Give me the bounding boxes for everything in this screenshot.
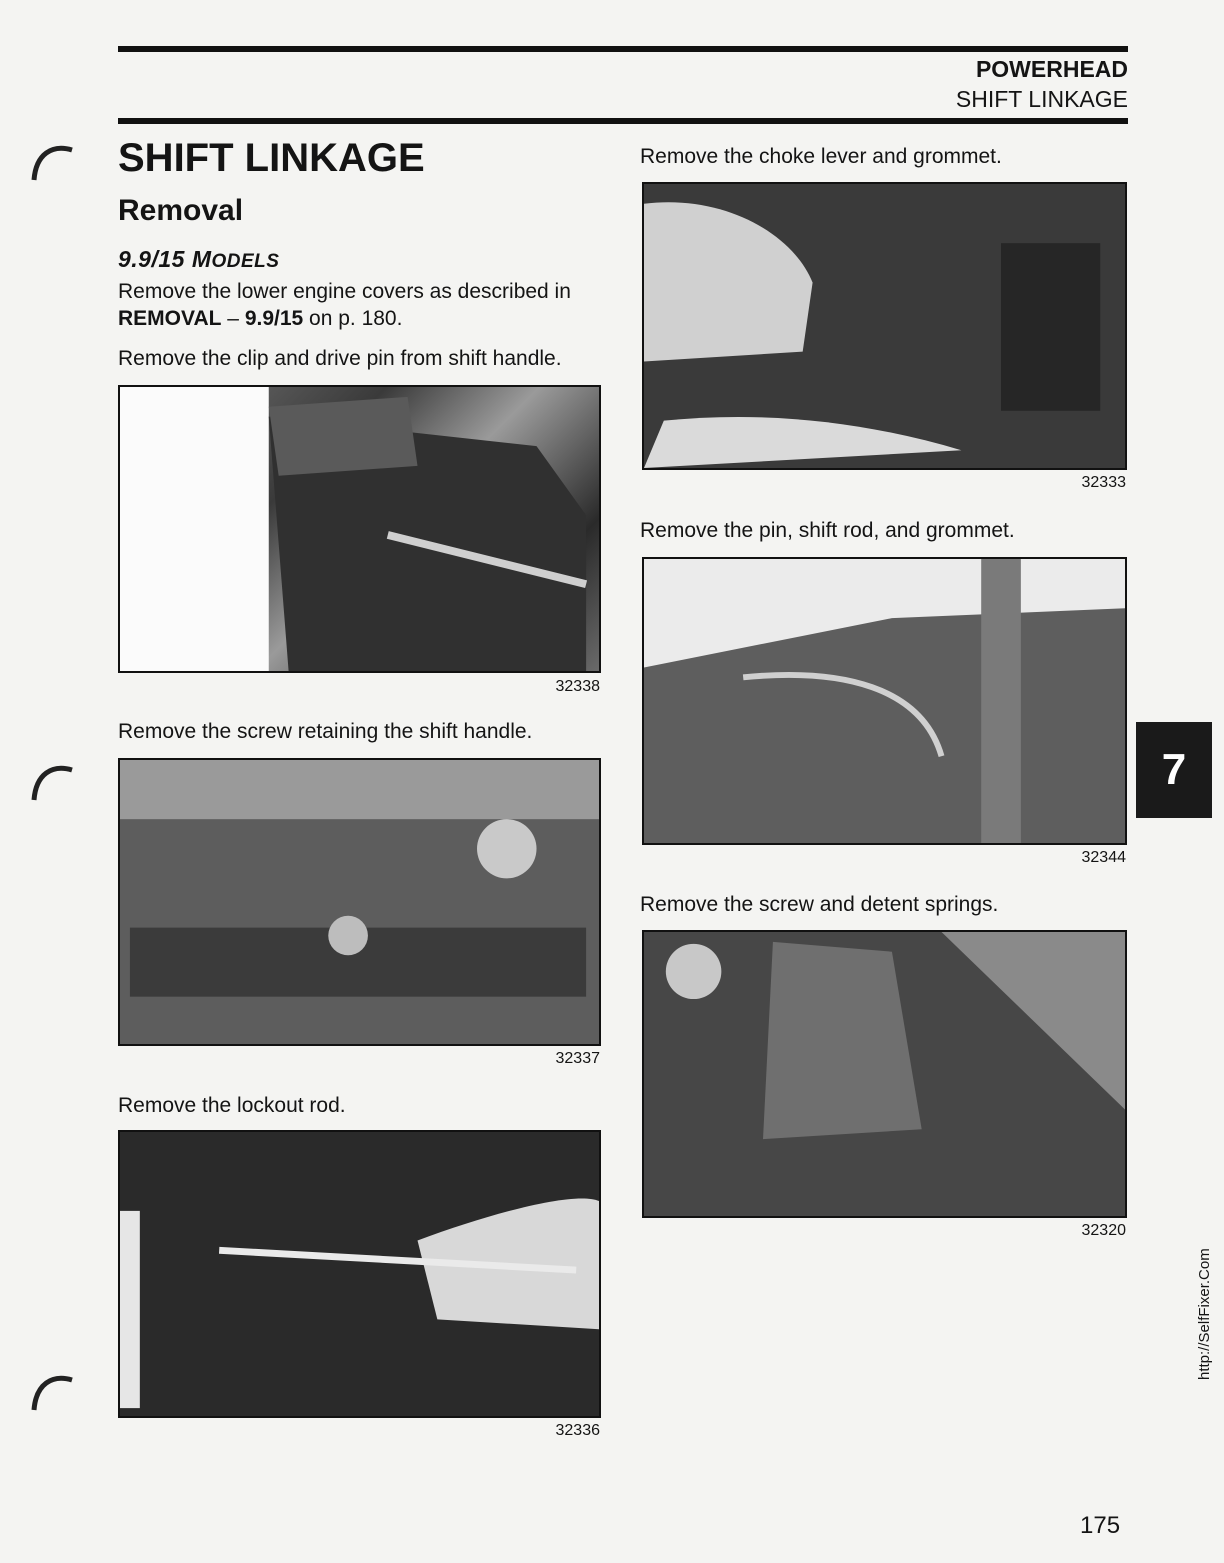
step-caption-1: Remove the clip and drive pin from shift handle. bbox=[118, 347, 562, 370]
page-title: SHIFT LINKAGE bbox=[118, 136, 425, 180]
figure-number-32337: 32337 bbox=[555, 1050, 600, 1067]
step-caption-5: Remove the pin, shift rod, and grommet. bbox=[640, 519, 1015, 542]
figure-number-32320: 32320 bbox=[1081, 1222, 1126, 1239]
figure-photo-32338 bbox=[118, 385, 601, 673]
figure-photo-32320 bbox=[642, 930, 1127, 1218]
header-rule-bottom bbox=[118, 118, 1128, 124]
step-caption-2: Remove the screw retaining the shift handle. bbox=[118, 720, 533, 743]
section-heading: Removal bbox=[118, 194, 244, 227]
binder-hole-mark-1 bbox=[22, 140, 78, 196]
figure-number-32333: 32333 bbox=[1081, 474, 1126, 491]
figure-photo-32336 bbox=[118, 1130, 601, 1418]
chapter-tab: 7 bbox=[1136, 722, 1212, 818]
step-caption-6: Remove the screw and detent springs. bbox=[640, 893, 999, 916]
header-section: POWERHEAD bbox=[975, 56, 1128, 82]
models-heading: 9.9/15 MODELS bbox=[118, 246, 280, 272]
figure-number-32338: 32338 bbox=[555, 678, 600, 695]
figure-photo-32337 bbox=[118, 758, 601, 1046]
figure-number-32344: 32344 bbox=[1081, 849, 1126, 866]
page-number: 175 bbox=[1080, 1512, 1121, 1539]
binder-hole-mark-3 bbox=[22, 1370, 78, 1426]
binder-hole-mark-2 bbox=[22, 760, 78, 816]
figure-photo-32344 bbox=[642, 557, 1127, 845]
figure-number-32336: 32336 bbox=[555, 1422, 600, 1439]
header-subsection: SHIFT LINKAGE bbox=[955, 86, 1128, 112]
header-rule-top bbox=[118, 46, 1128, 52]
figure-photo-32333 bbox=[642, 182, 1127, 470]
link-removal: REMOVAL bbox=[118, 307, 222, 330]
intro-paragraph: Remove the lower engine covers as described in REMOVAL – 9.9/15 on p. 180. bbox=[118, 280, 571, 330]
step-caption-4: Remove the choke lever and grommet. bbox=[640, 145, 1002, 168]
step-caption-3: Remove the lockout rod. bbox=[118, 1094, 346, 1117]
side-url-watermark: http://SelfFixer.Com bbox=[1196, 1248, 1213, 1380]
